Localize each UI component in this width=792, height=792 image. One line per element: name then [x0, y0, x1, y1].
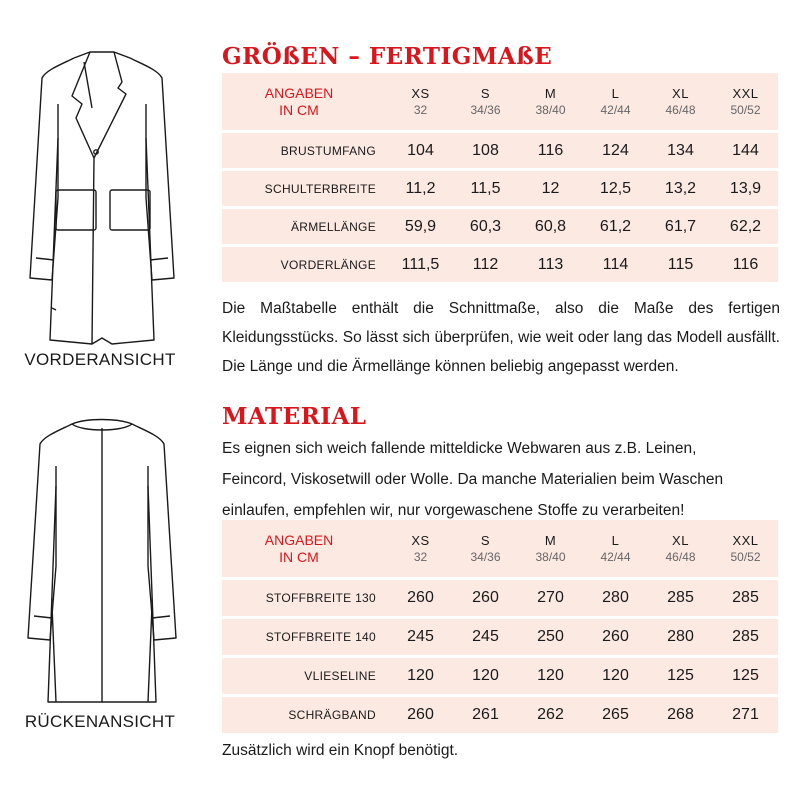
table-cell: 104: [388, 130, 453, 168]
size-header: [518, 73, 583, 130]
row-label: STOFFBREITE 140: [222, 616, 388, 655]
table-cell: 285: [713, 616, 778, 655]
table-cell: 285: [648, 577, 713, 616]
size-number: 38/40: [535, 102, 566, 117]
table-header-row: [222, 520, 778, 577]
table-row: [222, 168, 778, 206]
size-header: [713, 73, 778, 130]
row-label: VORDERLÄNGE: [222, 244, 388, 282]
table-row: [222, 206, 778, 244]
header-label-line1: ANGABEN: [264, 84, 334, 101]
size-number: 34/36: [470, 102, 501, 117]
back-view-label: RÜCKENANSICHT: [24, 712, 176, 731]
size-name: L: [611, 85, 620, 101]
header-label: [222, 520, 388, 577]
size-name: XS: [411, 85, 430, 101]
sizes-note: Die Maßtabelle enthält die Schnittmaße, also die Maße des fertigen Kleidungsstücks. So lässt sich überprüfen, wie weit oder lang das Modell ausfällt. Die Länge und die Ärmellänge können beliebig angepasst werden.: [222, 300, 780, 375]
row-label: ÄRMELLÄNGE: [222, 206, 388, 244]
size-name: L: [611, 532, 620, 548]
table-cell: 59,9: [388, 206, 453, 244]
size-name: M: [544, 85, 557, 101]
size-name: XL: [672, 532, 689, 548]
size-name: XS: [411, 532, 430, 548]
size-header: [518, 520, 583, 577]
size-header: [713, 520, 778, 577]
coat-front-illustration: [22, 48, 182, 348]
table-cell: 13,9: [713, 168, 778, 206]
size-number: 32: [413, 102, 428, 117]
row-label: SCHULTERBREITE: [222, 168, 388, 206]
material-note: Zusätzlich wird ein Knopf benötigt.: [222, 742, 459, 759]
table-cell: 61,2: [583, 206, 648, 244]
size-number: 42/44: [600, 102, 631, 117]
material-intro: Es eignen sich weich fallende mitteldicke Webwaren aus z.B. Leinen, Feincord, Viskosetwill oder Wolle. Da manche Materialien beim Waschen einlaufen, empfehlen wir, nur vorgewaschene Stoffe zu verarbeiten!: [222, 440, 724, 519]
table-cell: 261: [453, 694, 518, 733]
illustration-column: [0, 0, 215, 792]
table-cell: 260: [453, 577, 518, 616]
table-cell: 245: [453, 616, 518, 655]
table-row: [222, 130, 778, 168]
size-number: 34/36: [470, 549, 501, 564]
table-cell: 120: [583, 655, 648, 694]
table-cell: 125: [648, 655, 713, 694]
size-number: 50/52: [730, 549, 761, 564]
table-cell: 108: [453, 130, 518, 168]
row-label: SCHRÄGBAND: [222, 694, 388, 733]
size-header: [648, 520, 713, 577]
table-cell: 61,7: [648, 206, 713, 244]
table-cell: 265: [583, 694, 648, 733]
table-row: [222, 655, 778, 694]
table-cell: 116: [518, 130, 583, 168]
header-label-line1: ANGABEN: [264, 531, 334, 548]
table-cell: 120: [518, 655, 583, 694]
size-name: M: [544, 532, 557, 548]
table-cell: 262: [518, 694, 583, 733]
material-title: MATERIAL: [222, 403, 367, 430]
table-cell: 280: [648, 616, 713, 655]
size-number: 50/52: [730, 102, 761, 117]
table-cell: 113: [518, 244, 583, 282]
header-label-line2: IN CM: [279, 548, 319, 565]
table-cell: 115: [648, 244, 713, 282]
row-label: STOFFBREITE 130: [222, 577, 388, 616]
table-cell: 270: [518, 577, 583, 616]
table-cell: 12: [518, 168, 583, 206]
size-name: S: [480, 85, 491, 101]
size-name: XXL: [732, 532, 759, 548]
sizes-table: [222, 73, 778, 282]
table-cell: 245: [388, 616, 453, 655]
table-cell: 250: [518, 616, 583, 655]
table-header-row: [222, 73, 778, 130]
table-cell: 120: [388, 655, 453, 694]
table-cell: 60,8: [518, 206, 583, 244]
table-cell: 260: [583, 616, 648, 655]
table-row: [222, 694, 778, 733]
size-header: [583, 73, 648, 130]
size-header: [453, 73, 518, 130]
table-cell: 268: [648, 694, 713, 733]
size-name: XXL: [732, 85, 759, 101]
table-cell: 280: [583, 577, 648, 616]
table-row: [222, 616, 778, 655]
table-cell: 134: [648, 130, 713, 168]
table-row: [222, 244, 778, 282]
table-cell: 116: [713, 244, 778, 282]
size-number: 46/48: [665, 102, 696, 117]
table-cell: 260: [388, 577, 453, 616]
table-cell: 11,2: [388, 168, 453, 206]
table-cell: 62,2: [713, 206, 778, 244]
front-view-label: VORDERANSICHT: [24, 350, 176, 369]
table-cell: 114: [583, 244, 648, 282]
table-cell: 125: [713, 655, 778, 694]
table-cell: 260: [388, 694, 453, 733]
table-cell: 60,3: [453, 206, 518, 244]
coat-back-illustration: [22, 416, 182, 706]
row-label: BRUSTUMFANG: [222, 130, 388, 168]
size-header: [453, 520, 518, 577]
row-label: VLIESELINE: [222, 655, 388, 694]
table-cell: 144: [713, 130, 778, 168]
table-row: [222, 577, 778, 616]
table-cell: 12,5: [583, 168, 648, 206]
header-label: [222, 73, 388, 130]
table-cell: 120: [453, 655, 518, 694]
size-name: XL: [672, 85, 689, 101]
size-number: 46/48: [665, 549, 696, 564]
table-cell: 285: [713, 577, 778, 616]
size-name: S: [480, 532, 491, 548]
size-number: 32: [413, 549, 428, 564]
header-label-line2: IN CM: [279, 101, 319, 118]
material-table: [222, 520, 778, 733]
size-header: [388, 520, 453, 577]
table-cell: 124: [583, 130, 648, 168]
table-cell: 11,5: [453, 168, 518, 206]
size-number: 38/40: [535, 549, 566, 564]
size-header: [648, 73, 713, 130]
table-cell: 111,5: [388, 244, 453, 282]
table-cell: 112: [453, 244, 518, 282]
size-header: [583, 520, 648, 577]
size-header: [388, 73, 453, 130]
table-cell: 271: [713, 694, 778, 733]
table-cell: 13,2: [648, 168, 713, 206]
sizes-title: GRÖßEN – FERTIGMAßE: [222, 43, 553, 70]
size-number: 42/44: [600, 549, 631, 564]
